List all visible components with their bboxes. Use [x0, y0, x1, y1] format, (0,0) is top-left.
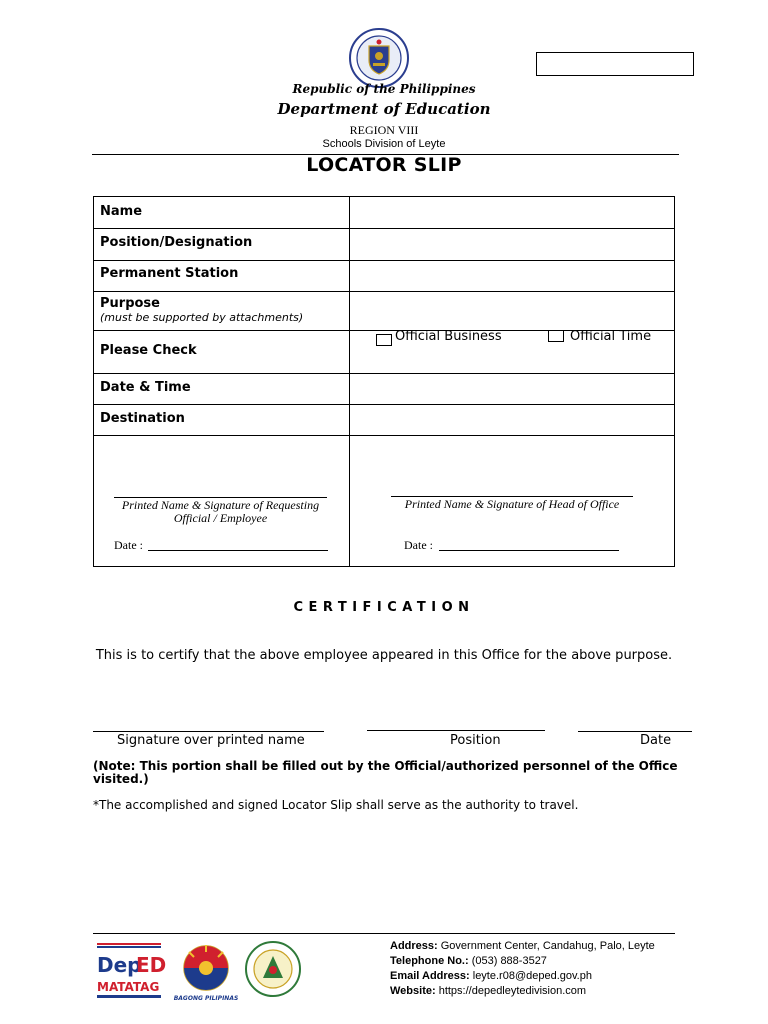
- svg-text:MATATAG: MATATAG: [97, 980, 160, 994]
- telephone-value: (053) 888-3527: [471, 955, 547, 967]
- republic-heading: Republic of the Philippines: [292, 82, 476, 96]
- address-label: Address:: [390, 940, 438, 952]
- department-heading: Department of Education: [277, 100, 491, 118]
- region-heading: REGION VIII: [349, 123, 419, 137]
- station-field[interactable]: [350, 261, 674, 291]
- bagong-pilipinas-logo: [174, 940, 238, 1002]
- official-business-checkbox[interactable]: [376, 334, 392, 346]
- name-field[interactable]: [350, 197, 674, 228]
- telephone-label: Telephone No.:: [390, 955, 469, 967]
- destination-label: Destination: [100, 411, 185, 426]
- official-time-checkbox[interactable]: [548, 330, 564, 342]
- cert-signature-label: Signature over printed name: [117, 733, 305, 748]
- address-line: [390, 939, 655, 954]
- deped-matatag-logo: [95, 941, 167, 1003]
- website-line: [390, 984, 655, 999]
- name-label: Name: [100, 204, 143, 219]
- locator-form-table: [93, 196, 675, 567]
- svg-text:ED: ED: [136, 953, 167, 977]
- official-business-label: Official Business: [395, 329, 502, 344]
- head-date-line[interactable]: [439, 550, 619, 551]
- schools-division-leyte-logo: [244, 940, 302, 998]
- svg-text:Dep: Dep: [97, 953, 142, 977]
- control-number-box[interactable]: [536, 52, 694, 76]
- purpose-field[interactable]: [350, 292, 674, 330]
- certification-text: This is to certify that the above employee appeared in this Office for the above purpose.: [95, 648, 673, 663]
- certification-note: (Note: This portion shall be filled out by the Official/authorized personnel of the Office visited.): [93, 759, 678, 786]
- requesting-date-label: Date :: [114, 538, 143, 552]
- datetime-label: Date & Time: [100, 380, 191, 395]
- svg-text:BAGONG PILIPINAS: BAGONG PILIPINAS: [173, 995, 239, 1002]
- purpose-label: Purpose: [100, 296, 160, 311]
- division-heading: Schools Division of Leyte: [322, 138, 446, 150]
- position-field[interactable]: [350, 229, 674, 260]
- cert-date-label: Date: [640, 733, 672, 748]
- destination-field[interactable]: [350, 405, 674, 435]
- signature-column-divider: [349, 435, 350, 566]
- official-time-label: Official Time: [570, 329, 652, 344]
- requesting-signature-caption: [104, 499, 337, 525]
- certification-title: CERTIFICATION: [293, 600, 475, 615]
- email-value[interactable]: leyte.r08@deped.gov.ph: [472, 970, 592, 982]
- footer-divider: [93, 933, 675, 934]
- document-title: LOCATOR SLIP: [306, 154, 462, 176]
- email-label: Email Address:: [390, 970, 470, 982]
- cert-position-line[interactable]: [367, 730, 545, 731]
- requesting-date-line[interactable]: [148, 550, 328, 551]
- contact-block: [390, 939, 655, 999]
- requesting-caption-line2: Official / Employee: [173, 511, 268, 525]
- cert-position-label: Position: [450, 733, 501, 748]
- please-check-label: Please Check: [100, 343, 197, 358]
- purpose-note: (must be supported by attachments): [100, 311, 304, 324]
- authority-statement: *The accomplished and signed Locator Slip shall serve as the authority to travel.: [93, 798, 579, 812]
- head-date-label: Date :: [404, 538, 433, 552]
- website-value[interactable]: https://depedleytedivision.com: [438, 985, 587, 997]
- head-signature-caption: Printed Name & Signature of Head of Office: [404, 497, 620, 511]
- email-line: [390, 969, 655, 984]
- row-divider: [94, 435, 674, 436]
- website-label: Website:: [390, 985, 436, 997]
- address-value: Government Center, Candahug, Palo, Leyte: [440, 940, 655, 952]
- cert-signature-line[interactable]: [93, 731, 324, 732]
- position-label: Position/Designation: [100, 235, 253, 250]
- telephone-line: [390, 954, 655, 969]
- deped-seal-icon: [349, 28, 409, 88]
- datetime-field[interactable]: [350, 374, 674, 404]
- requesting-caption-line1: Printed Name & Signature of Requesting: [121, 498, 320, 512]
- cert-date-line[interactable]: [578, 731, 692, 732]
- station-label: Permanent Station: [100, 266, 239, 281]
